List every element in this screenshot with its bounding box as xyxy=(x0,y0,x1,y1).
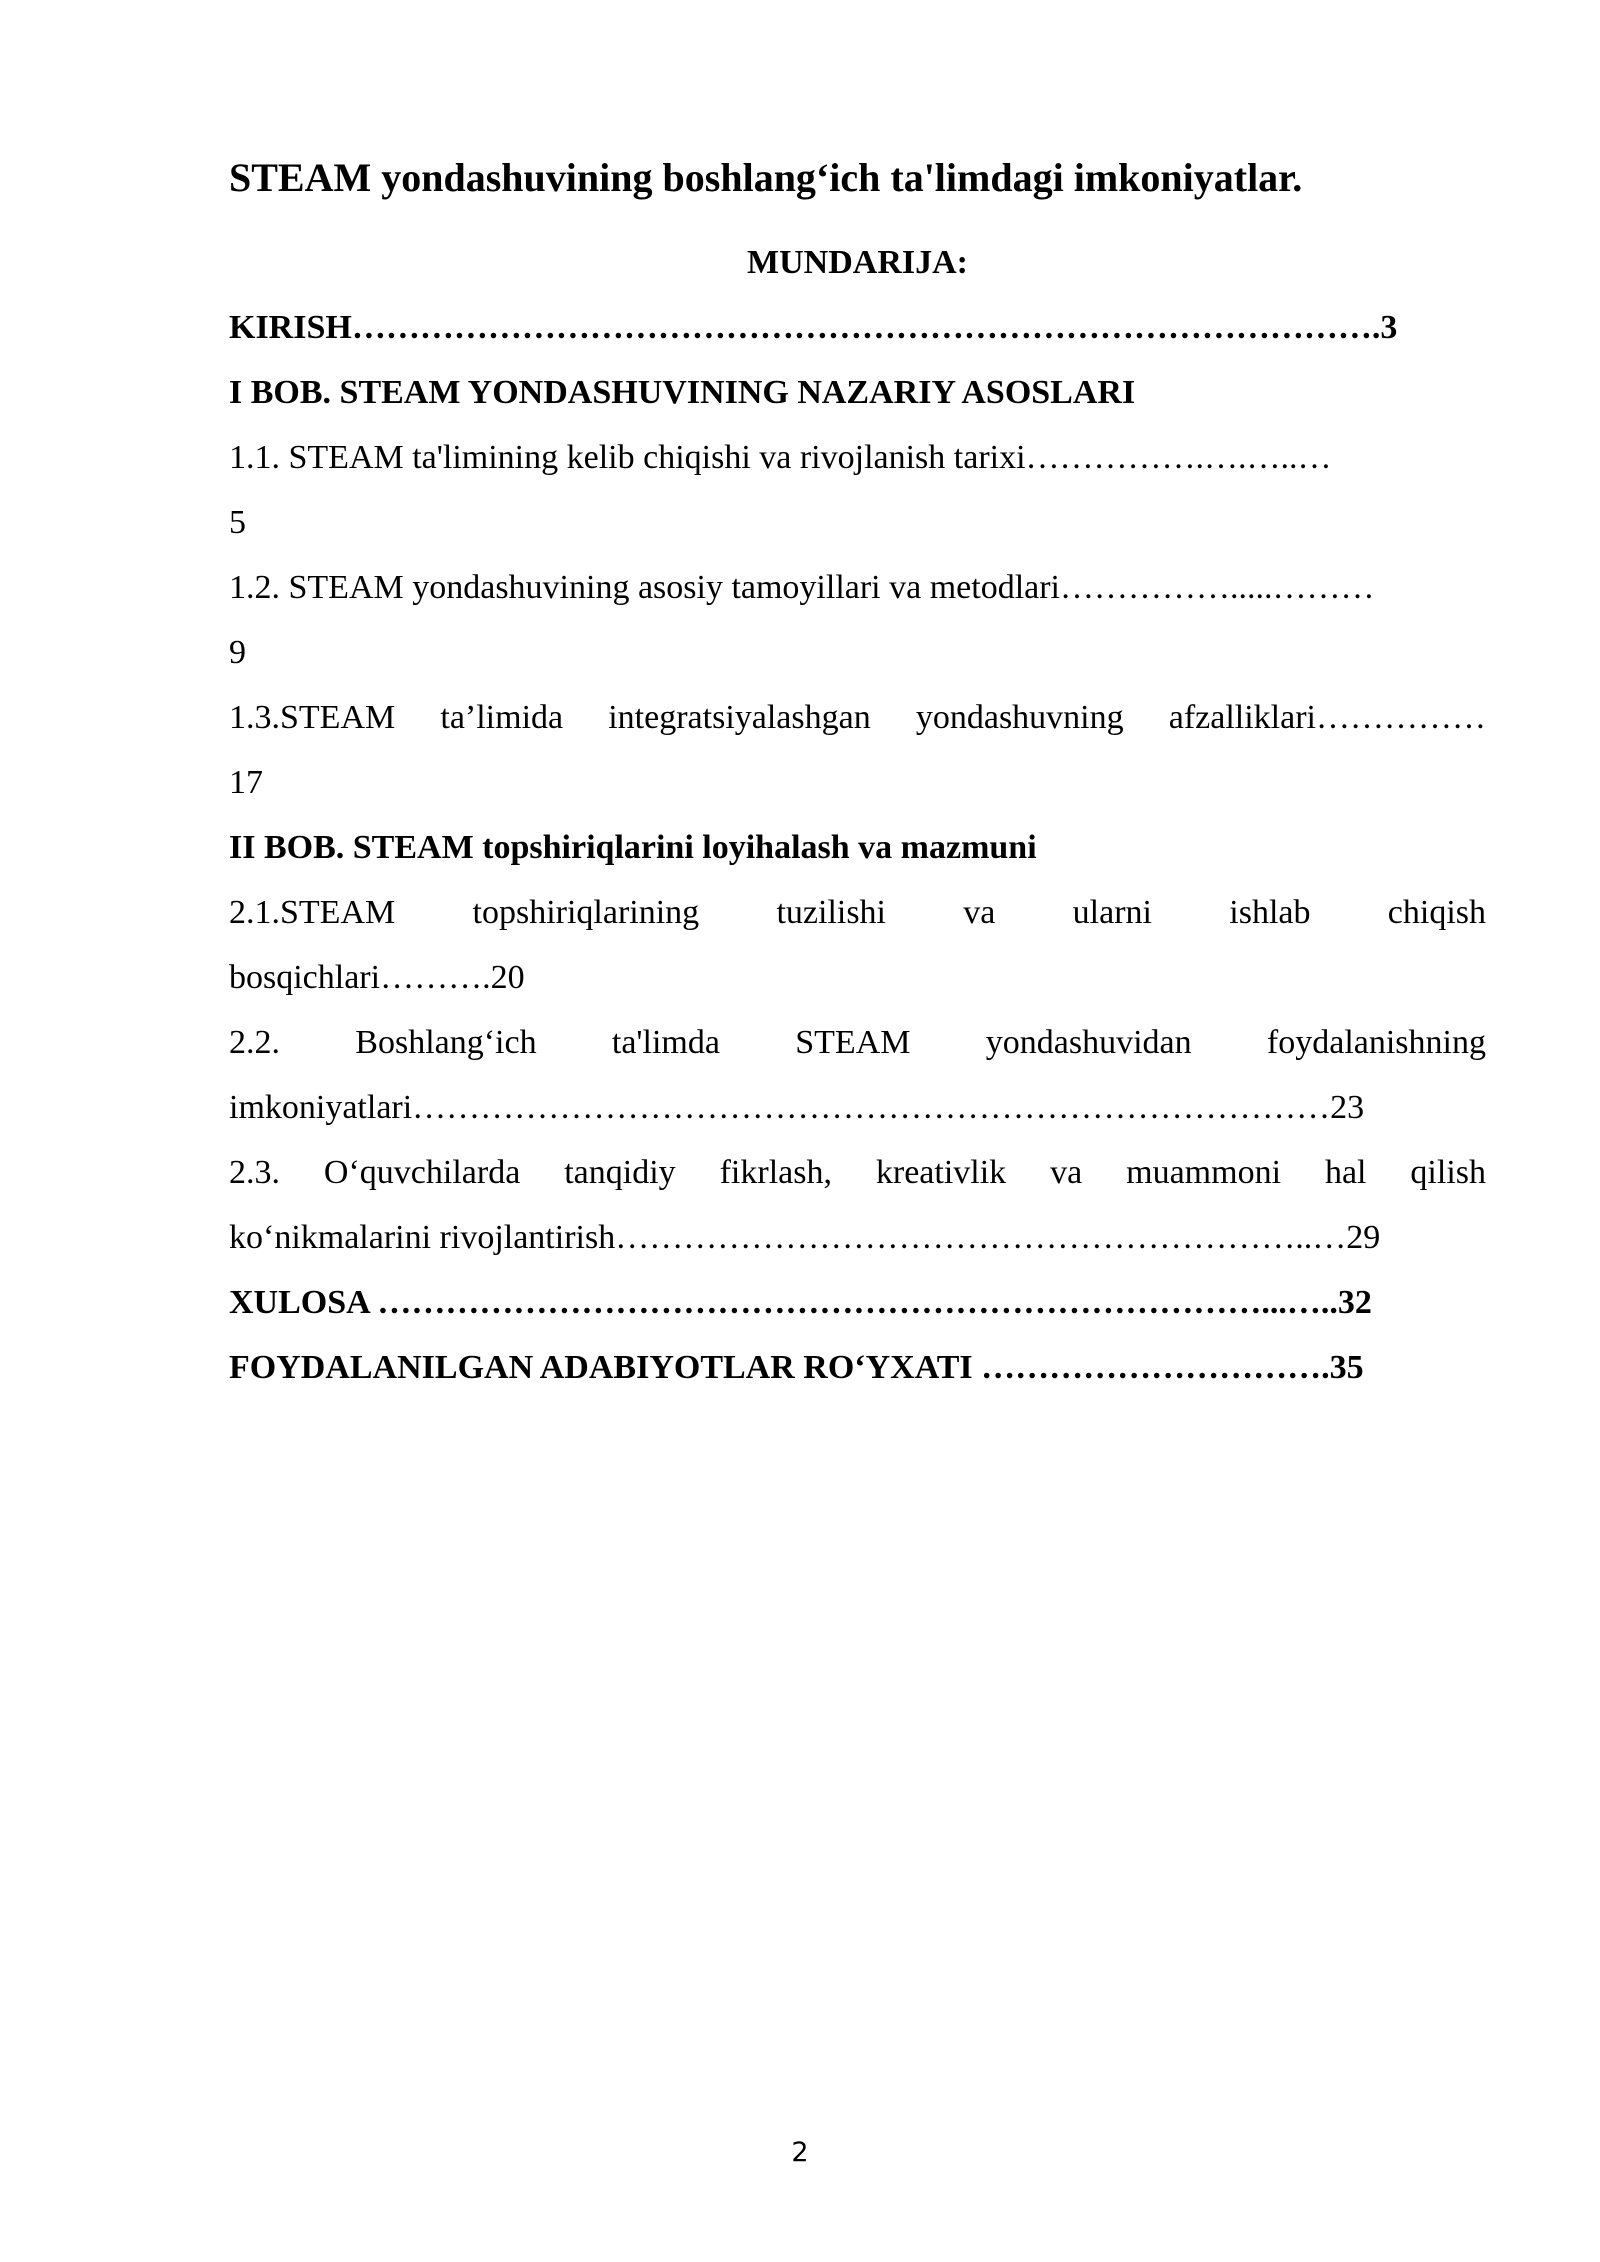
toc-entry-1-2-page: 9 xyxy=(229,634,246,671)
toc-chapter-1: I BOB. STEAM YONDASHUVINING NAZARIY ASOSLARI xyxy=(229,374,1136,411)
toc-entry-1-3 xyxy=(229,685,1486,815)
page-number: 2 xyxy=(791,2137,809,2168)
toc-entry-2-3 xyxy=(229,1140,1486,1270)
toc-heading: MUNDARIJA: xyxy=(747,244,968,281)
toc-entry-1-2-text: 1.2. STEAM yondashuvining asosiy tamoyillari va metodlari…………….....……… xyxy=(229,569,1375,606)
toc-entry-2-1-page: bosqichlari……….20 xyxy=(229,959,525,996)
toc-entry-1-2 xyxy=(229,555,1486,685)
toc-entry-2-2-page: imkoniyatlari………………………………………………………………………23 xyxy=(229,1089,1365,1126)
toc-entry-2-3-text: 2.3. O‘quvchilarda tanqidiy fikrlash, kreativlik va muammoni hal qilish xyxy=(229,1154,1486,1191)
toc-entry-kirish: KIRISH……………………………………………………………………………….3 xyxy=(229,309,1398,346)
toc-entry-2-2 xyxy=(229,1010,1486,1140)
toc-entry-1-1-text: 1.1. STEAM ta'limining kelib chiqishi va rivojlanish tarixi…………….….…..… xyxy=(229,439,1332,476)
toc-entry-2-3-page: ko‘nikmalarini rivojlantirish……………………………………………………..…29 xyxy=(229,1219,1381,1256)
toc-entry-1-3-page: 17 xyxy=(229,764,263,801)
toc-entry-1-1-page: 5 xyxy=(229,504,246,541)
toc-entry-2-2-text: 2.2. Boshlang‘ich ta'limda STEAM yondashuvidan foydalanishning xyxy=(229,1024,1486,1061)
toc-entry-adabiyotlar: FOYDALANILGAN ADABIYOTLAR RO‘YXATI ………………………….35 xyxy=(229,1349,1364,1386)
toc-entry-2-1 xyxy=(229,880,1486,1010)
toc-entry-2-1-text: 2.1.STEAM topshiriqlarining tuzilishi va ularni ishlab chiqish xyxy=(229,894,1486,931)
page-content xyxy=(229,148,1486,1400)
toc-entry-1-1 xyxy=(229,425,1486,555)
toc-chapter-2: II BOB. STEAM topshiriqlarini loyihalash va mazmuni xyxy=(229,829,1037,866)
document-title: STEAM yondashuvining boshlang‘ich ta'limdagi imkoniyatlar. xyxy=(229,155,1303,200)
table-of-contents xyxy=(229,295,1486,1400)
toc-entry-xulosa: XULOSA ……………………………………………………………………...…..32 xyxy=(229,1284,1372,1321)
toc-entry-1-3-text: 1.3.STEAM ta’limida integratsiyalashgan yondashuvning afzalliklari…………… xyxy=(229,699,1486,736)
